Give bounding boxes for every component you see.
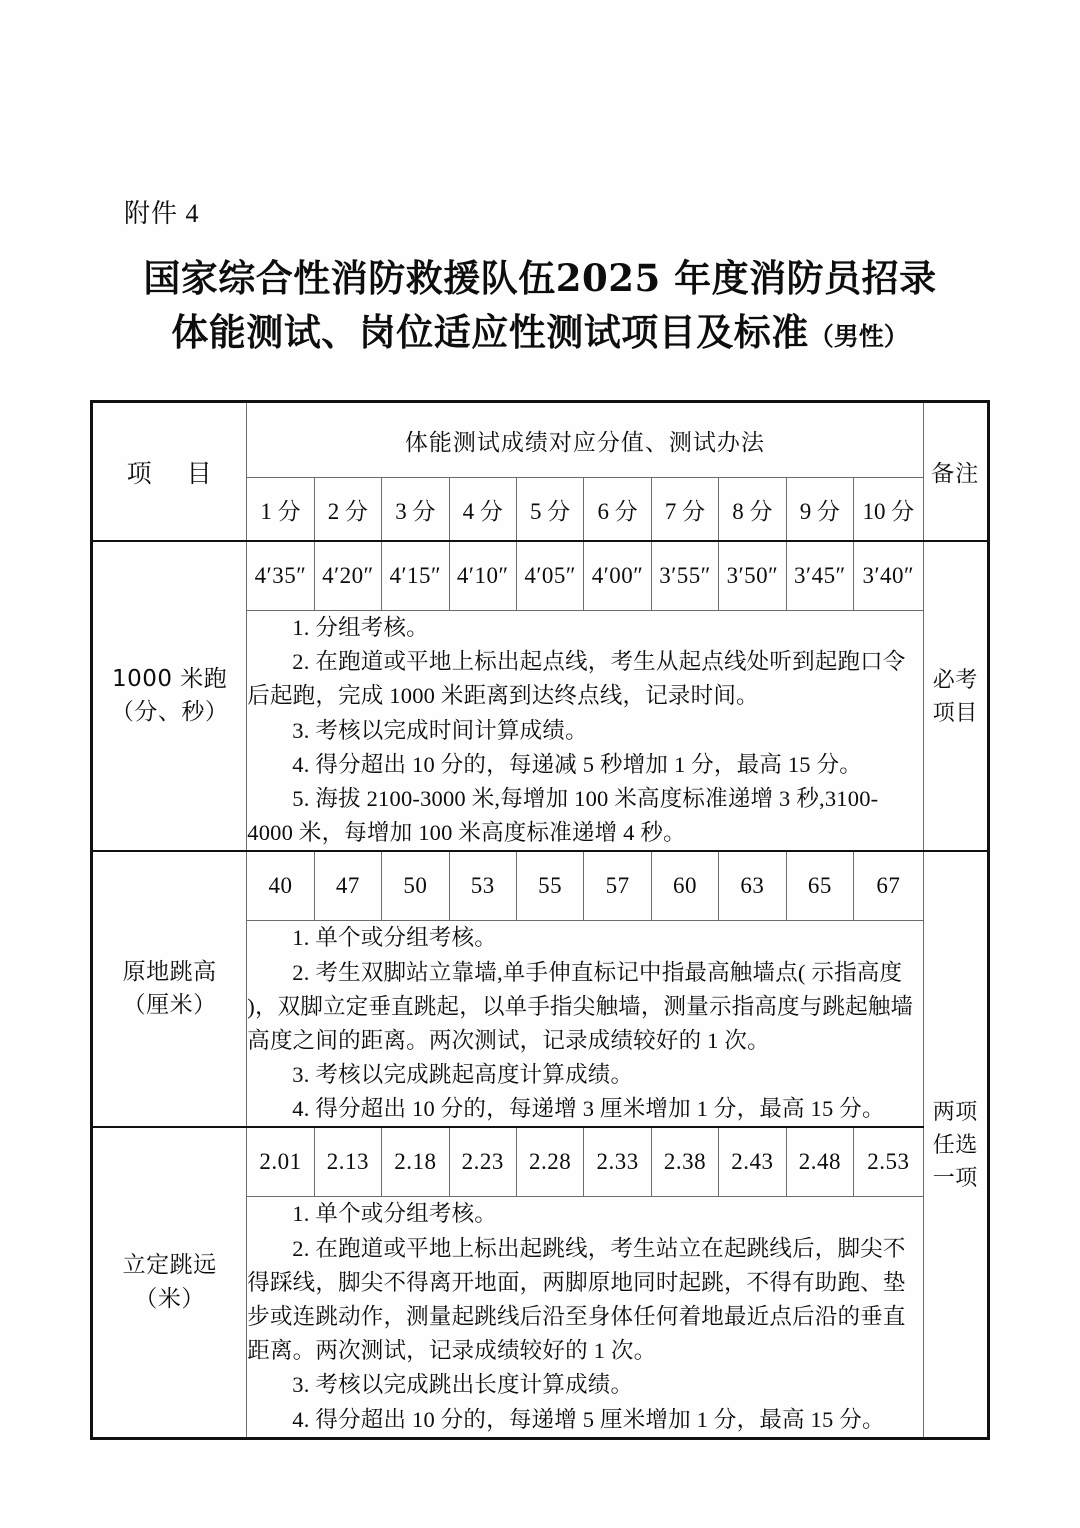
value-run-2: 4′20″ [314,541,381,611]
row-label-long-jump [92,1127,247,1438]
value-ljump-3: 2.18 [382,1127,449,1197]
score-column-7: 7 分 [651,478,718,542]
title-line-1: 国家综合性消防救援队伍2025 年度消防员招录 [143,256,937,300]
score-column-10: 10 分 [854,478,924,542]
remark-mandatory-line2: 项目 [932,700,978,726]
value-run-8: 3′50″ [719,541,786,611]
value-vjump-7: 60 [651,851,718,921]
standards-table [90,400,990,1440]
remark-choose-one-line2: 任选 [932,1132,978,1158]
value-run-4: 4′10″ [449,541,516,611]
method-long-jump-item-3: 3. 考核以完成跳出长度计算成绩。 [292,1372,634,1398]
table-row-run-values [92,541,989,611]
value-ljump-10: 2.53 [854,1127,924,1197]
method-1000m-run-item-5: 5. 海拔 2100-3000 米,每增加 100 米高度标准递增 3 秒,3100-4000 米，每增加 100 米高度标准递增 4 秒。 [247,785,879,846]
value-vjump-3: 50 [382,851,449,921]
remark-mandatory [923,541,988,851]
header-item-text-2: 目 [186,458,213,488]
value-ljump-7: 2.38 [651,1127,718,1197]
method-vertical-jump-item-3: 3. 考核以完成跳起高度计算成绩。 [292,1062,634,1088]
value-vjump-2: 47 [314,851,381,921]
document-title [90,252,990,359]
title-line-2-main: 体能测试、岗位适应性测试项目及标准 [171,309,809,354]
score-column-6: 6 分 [584,478,651,542]
method-vertical-jump-item-1: 1. 单个或分组考核。 [292,925,497,951]
value-vjump-4: 53 [449,851,516,921]
method-1000m-run-item-3: 3. 考核以完成时间计算成绩。 [292,717,588,743]
row-label-long-jump-line2: （米） [134,1285,205,1312]
method-long-jump-item-1: 1. 单个或分组考核。 [292,1201,497,1227]
method-1000m-run [247,611,923,852]
score-column-2: 2 分 [314,478,381,542]
value-run-1: 4′35″ [247,541,314,611]
value-ljump-1: 2.01 [247,1127,314,1197]
method-vertical-jump [247,921,923,1128]
remark-choose-one-line1: 两项 [932,1099,978,1125]
value-ljump-9: 2.48 [786,1127,853,1197]
score-column-5: 5 分 [516,478,583,542]
score-column-8: 8 分 [719,478,786,542]
row-label-vertical-jump-line2: （厘米） [122,992,217,1019]
method-1000m-run-item-4: 4. 得分超出 10 分的，每递减 5 秒增加 1 分，最高 15 分。 [292,751,862,777]
value-vjump-10: 67 [854,851,924,921]
attachment-label: 附件 4 [124,199,200,228]
value-run-9: 3′45″ [786,541,853,611]
value-ljump-4: 2.23 [449,1127,516,1197]
value-ljump-6: 2.33 [584,1127,651,1197]
value-ljump-2: 2.13 [314,1127,381,1197]
remark-choose-one-line3: 一项 [932,1165,978,1191]
value-vjump-9: 65 [786,851,853,921]
method-long-jump-item-4: 4. 得分超出 10 分的，每递增 5 厘米增加 1 分，最高 15 分。 [292,1406,885,1432]
value-vjump-8: 63 [719,851,786,921]
row-label-vertical-jump [92,851,247,1127]
method-1000m-run-item-2: 2. 在跑道或平地上标出起点线，考生从起点线处听到起跑口令后起跑，完成 1000 米距离到达终点线，记录时间。 [247,649,906,709]
standards-table-wrapper [90,400,990,1440]
value-run-6: 4′00″ [584,541,651,611]
method-vertical-jump-item-4: 4. 得分超出 10 分的，每递增 3 厘米增加 1 分，最高 15 分。 [292,1096,885,1122]
score-column-4: 4 分 [449,478,516,542]
value-ljump-8: 2.43 [719,1127,786,1197]
header-remark: 备注 [923,402,988,542]
title-line-2 [90,306,990,360]
title-gender-suffix: （男性） [808,321,909,351]
value-run-3: 4′15″ [382,541,449,611]
method-long-jump [247,1197,923,1438]
remark-choose-one [923,851,988,1438]
value-vjump-6: 57 [584,851,651,921]
row-label-1000m-run [92,541,247,851]
score-column-3: 3 分 [382,478,449,542]
table-row-vertical-jump-values [92,851,989,921]
value-run-5: 4′05″ [516,541,583,611]
value-run-7: 3′55″ [651,541,718,611]
row-label-long-jump-line1: 立定跳远 [122,1252,217,1279]
row-label-1000m-run-line2: （分、秒） [110,699,229,726]
remark-mandatory-line1: 必考 [932,667,978,693]
row-label-1000m-run-line1: 1000 米跑 [111,665,228,692]
value-run-10: 3′40″ [854,541,924,611]
row-label-vertical-jump-line1: 原地跳高 [122,959,217,986]
header-item [92,402,247,542]
table-header-row-1 [92,402,989,478]
method-1000m-run-item-1: 1. 分组考核。 [292,615,429,640]
score-column-1: 1 分 [247,478,314,542]
method-vertical-jump-item-2: 2. 考生双脚站立靠墙,单手伸直标记中指最高触墙点( 示指高度 )，双脚立定垂直跳起，以单手指尖触墙，测量示指高度与跳起触墙高度之间的距离。两次测试，记录成绩较好的 1 次。 [247,959,914,1053]
header-item-text-1: 项 [126,458,153,488]
table-row-long-jump-values [92,1127,989,1197]
score-column-9: 9 分 [786,478,853,542]
header-group-scores: 体能测试成绩对应分值、测试办法 [247,402,923,478]
value-vjump-5: 55 [516,851,583,921]
method-long-jump-item-2: 2. 在跑道或平地上标出起跳线，考生站立在起跳线后，脚尖不得踩线，脚尖不得离开地面，两脚原地同时起跳，不得有助跑、垫步或连跳动作，测量起跳线后沿至身体任何着地最近点后沿的垂直距离。两次测试，记录成绩较好的 1 次。 [247,1235,906,1364]
value-vjump-1: 40 [247,851,314,921]
value-ljump-5: 2.28 [516,1127,583,1197]
